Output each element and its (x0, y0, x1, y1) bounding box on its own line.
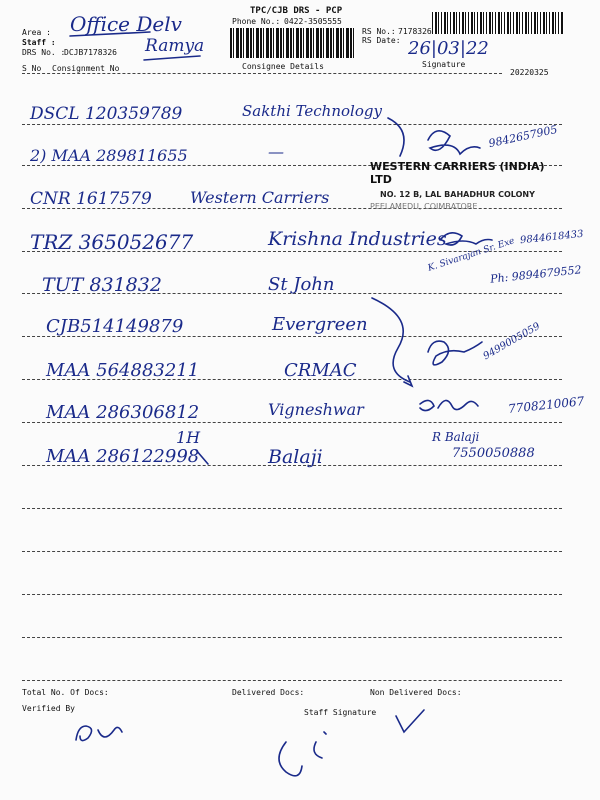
consignee-name: St John (268, 274, 335, 295)
consignment-no: CJB514149879 (46, 316, 184, 337)
consignment-no: MAA 286122998 (46, 446, 200, 467)
consignee-name: Krishna Industries (268, 228, 447, 250)
area-value: Office Delv (70, 12, 182, 36)
col-consignee: Consignee Details (242, 62, 324, 71)
consignment-no: 2) MAA 289811655 (30, 146, 188, 165)
signature-text: R Balaji (432, 430, 480, 444)
phone-value: 0422-3505555 (284, 17, 342, 26)
phone-note: 7550050888 (452, 446, 535, 461)
staff-value: Ramya (145, 36, 205, 56)
rs-no-value: 7178326 (398, 27, 432, 36)
phone-note: 9844618433 (519, 228, 585, 247)
phone-label: Phone No.: (232, 17, 281, 26)
consignment-no: TRZ 365052677 (30, 230, 194, 254)
col-sno: S No (22, 64, 42, 73)
rs-no-label: RS No.: (362, 27, 396, 36)
rs-date-label: RS Date: (362, 36, 401, 45)
consignee-name: — (268, 142, 284, 161)
area-label: Area : (22, 28, 51, 37)
margin-note: 1H (176, 428, 201, 447)
phone-note: 7708210067 (507, 394, 585, 416)
rs-date-value: 26|03|22 (408, 38, 489, 59)
consignment-no: MAA 286306812 (46, 402, 200, 423)
col-signature: Signature (422, 60, 466, 69)
report-title: TPC/CJB DRS - PCP (250, 6, 343, 16)
stamp-line-2: NO. 12 B, LAL BAHADHUR COLONY (380, 190, 535, 199)
consignment-no: MAA 564883211 (46, 360, 200, 381)
signature-scribble (420, 400, 478, 410)
signature-scribble (440, 233, 492, 245)
bracket-stroke (388, 118, 404, 156)
consignee-name: Evergreen (272, 314, 368, 335)
phone-note: Ph: 9894679552 (489, 263, 583, 286)
tick-mark (396, 710, 424, 732)
consignee-name: Western Carriers (190, 188, 330, 207)
phone-note: 9842657905 (487, 122, 559, 151)
consignee-name: Balaji (268, 446, 323, 468)
print-stamp: 20220325 (510, 68, 549, 77)
non-delivered-docs-label: Non Delivered Docs: (370, 688, 462, 697)
bracket-stroke (372, 298, 410, 382)
consignment-no: TUT 831832 (42, 274, 162, 296)
drs-no-value: DCJB7178326 (64, 48, 117, 57)
consignee-name: Vigneshwar (268, 400, 364, 419)
staff-signature-label: Staff Signature (304, 708, 377, 717)
consignment-no: CNR 1617579 (30, 189, 152, 209)
signature-scribble (76, 726, 122, 741)
delivered-docs-label: Delivered Docs: (232, 688, 305, 697)
consignee-name: CRMAC (284, 360, 357, 381)
total-docs-label: Total No. Of Docs: (22, 688, 109, 697)
consignee-name: Sakthi Technology (242, 102, 382, 120)
signature-scribble (279, 732, 326, 776)
drs-no-label: DRS No. : (22, 48, 66, 57)
stamp-line-3: PEELAMEDU, COIMBATORE (370, 202, 478, 211)
stamp-line-1: WESTERN CARRIERS (INDIA) LTD (370, 160, 545, 186)
krishna-signature-note: K. Sivarajan Sr. Exe (426, 236, 516, 274)
signature-scribble (428, 341, 482, 365)
consignment-no: DSCL 120359789 (30, 104, 183, 124)
verified-by-label: Verified By (22, 704, 75, 713)
phone-note: 9499005059 (481, 320, 543, 363)
col-consignment: Consignment No (52, 64, 120, 73)
staff-label: Staff : (22, 38, 56, 47)
signature-scribble (428, 131, 480, 154)
